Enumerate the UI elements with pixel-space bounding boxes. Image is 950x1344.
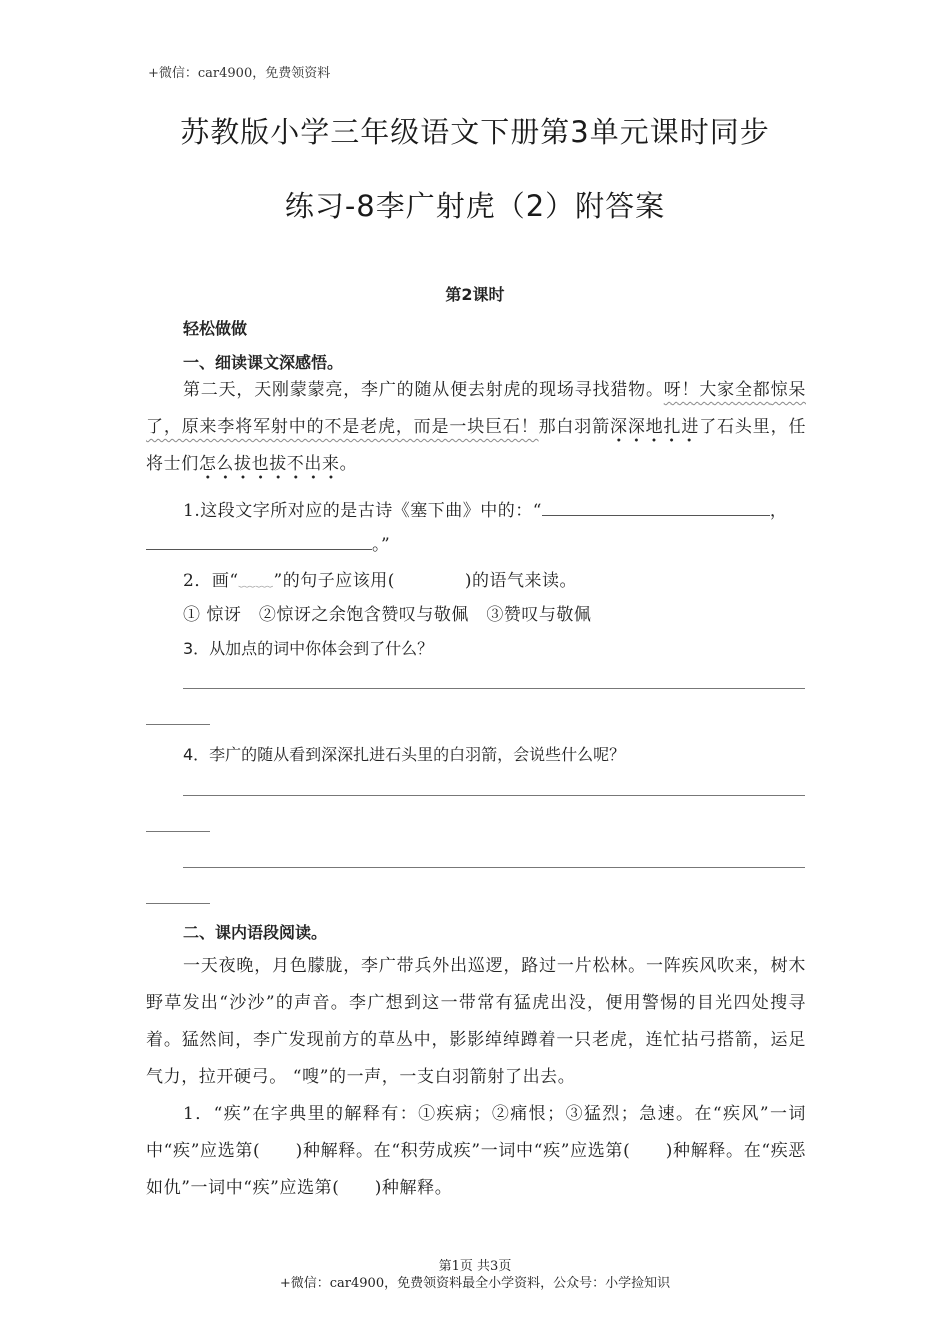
answer-line-4d[interactable] [146,903,210,904]
section-1-heading: 一、细读课文深感悟。 [183,353,344,372]
answer-blank-1b[interactable] [146,531,372,550]
answer-line-4b[interactable] [146,831,210,832]
question-2-options: ① 惊讶 ②惊讶之余饱含赞叹与敬佩 ③赞叹与敬佩 [183,605,592,625]
question-1 [183,496,787,521]
wavy-mark: ﹏﹏ [238,571,274,591]
passage-wavy-1: 呀！大家全都 [663,380,771,400]
answer-blank-1a[interactable] [542,497,770,516]
section-easy: 轻松做做 [183,319,248,338]
question-2 [183,566,577,591]
passage-text-d: 头里，任将士们 [146,417,807,474]
footer-note: +微信：car4900，免费领资料最全小学资料，公众号：小学捡知识 [279,1276,671,1291]
title-line-1: 苏教版小学三年级语文下册第3单元课时同步 [180,115,770,149]
passage-text-a: 第二天，天刚蒙蒙亮，李广的随从便去射虎的现场寻找猎物。 [183,380,664,400]
question-1-cont [146,530,390,555]
lesson-label: 第2课时 [445,285,505,304]
header-note: +微信：car4900，免费领资料 [148,66,331,81]
passage-dotted-1: 深深地扎进 [610,417,699,443]
footer-page-number: 第1页 共3页 [438,1259,512,1274]
question-3: 3．从加点的词中你体会到了什么？ [183,639,434,658]
answer-line-3b[interactable] [146,724,210,725]
question-2-b: ”的句子应该用( [273,571,395,591]
section-1-passage [146,372,806,483]
passage-dotted-2: 怎么拔也拔不出来 [199,454,340,480]
answer-line-3a[interactable] [183,688,805,689]
question-1-text: 1.这段文字所对应的是古诗《塞下曲》中的：“ [183,501,542,521]
passage-text-c: 了石 [699,417,735,437]
passage-wavy-2: 惊呆了，原来李将军射中的不是老虎，而是一块巨石！ [146,380,806,437]
section-2-question-1: 1．“疾”在字典里的解释有：①疾病；②痛恨；③猛烈；急速。在“疾风”一词中“疾”应选第( )种解释。在“积劳成疾”一词中“疾”应选第( )种解释。在“疾恶如仇”一词中“疾”应选第( )种解释。 [146,1104,806,1198]
answer-line-4a[interactable] [183,795,805,796]
passage-text-e: 。 [339,454,358,474]
passage-text-b: 那白羽箭 [538,417,610,437]
section-2-passage: 一天夜晚，月色朦胧，李广带兵外出巡逻，路过一片松林。一阵疾风吹来，树木野草发出“沙沙”的声音。李广想到这一带常有猛虎出没，便用警惕的目光四处搜寻着。猛然间，李广发现前方的草丛中，影影绰绰蹲着一只老虎，连忙拈弓搭箭，运足气力，拉开硬弓。 “嗖”的一声，一支白羽箭射了出去。 [146,956,806,1087]
question-1-end: 。” [372,535,391,555]
answer-line-4c[interactable] [183,867,805,868]
question-2-c: )的语气来读。 [464,571,577,591]
title-line-2: 练习-8李广射虎（2）附答案 [284,189,666,223]
question-1-comma: ， [769,501,788,521]
question-2-a: 2．画“ [183,571,239,591]
question-4: 4．李广的随从看到深深扎进石头里的白羽箭，会说些什么呢？ [183,745,626,764]
section-2-heading: 二、课内语段阅读。 [183,923,328,942]
